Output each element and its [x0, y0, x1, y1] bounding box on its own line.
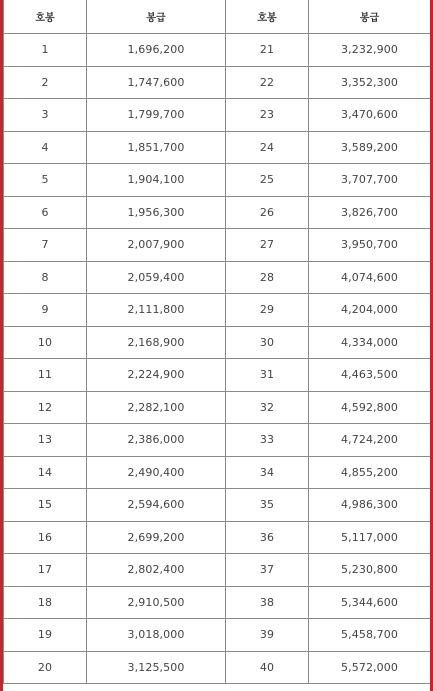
step-right-cell: 34	[226, 456, 309, 489]
step-right-cell: 28	[226, 261, 309, 294]
table-row	[4, 651, 431, 684]
table-row	[4, 34, 431, 67]
step-left-cell: 5	[4, 164, 87, 197]
table-header	[4, 0, 431, 34]
table-row	[4, 131, 431, 164]
table-row	[4, 489, 431, 522]
table-row	[4, 424, 431, 457]
pay-left-cell: 2,111,800	[87, 294, 226, 327]
pay-right-cell: 3,470,600	[309, 99, 431, 132]
header-pay-left: 봉급	[87, 0, 226, 34]
table-row	[4, 619, 431, 652]
header-step-left: 호봉	[4, 0, 87, 34]
pay-right-cell: 4,334,000	[309, 326, 431, 359]
step-left-cell: 13	[4, 424, 87, 457]
step-left-cell: 16	[4, 521, 87, 554]
table-row	[4, 359, 431, 392]
pay-right-cell: 5,117,000	[309, 521, 431, 554]
salary-step-table	[3, 0, 431, 684]
step-left-cell: 12	[4, 391, 87, 424]
step-right-cell: 22	[226, 66, 309, 99]
step-left-cell: 4	[4, 131, 87, 164]
step-left-cell: 7	[4, 229, 87, 262]
step-right-cell: 37	[226, 554, 309, 587]
pay-left-cell: 2,224,900	[87, 359, 226, 392]
pay-right-cell: 5,458,700	[309, 619, 431, 652]
table-row	[4, 66, 431, 99]
pay-right-cell: 3,232,900	[309, 34, 431, 67]
pay-left-cell: 2,168,900	[87, 326, 226, 359]
table-body	[4, 34, 431, 684]
pay-left-cell: 2,282,100	[87, 391, 226, 424]
pay-right-cell: 3,707,700	[309, 164, 431, 197]
step-right-cell: 33	[226, 424, 309, 457]
step-right-cell: 39	[226, 619, 309, 652]
step-left-cell: 1	[4, 34, 87, 67]
step-right-cell: 36	[226, 521, 309, 554]
step-right-cell: 35	[226, 489, 309, 522]
step-left-cell: 10	[4, 326, 87, 359]
pay-right-cell: 4,724,200	[309, 424, 431, 457]
pay-left-cell: 2,802,400	[87, 554, 226, 587]
table-row	[4, 229, 431, 262]
step-right-cell: 32	[226, 391, 309, 424]
step-left-cell: 17	[4, 554, 87, 587]
step-left-cell: 19	[4, 619, 87, 652]
pay-right-cell: 5,344,600	[309, 586, 431, 619]
step-right-cell: 23	[226, 99, 309, 132]
pay-left-cell: 2,007,900	[87, 229, 226, 262]
table-row	[4, 391, 431, 424]
table-row	[4, 99, 431, 132]
pay-left-cell: 1,851,700	[87, 131, 226, 164]
pay-right-cell: 3,950,700	[309, 229, 431, 262]
table-row	[4, 456, 431, 489]
table-row	[4, 521, 431, 554]
step-right-cell: 29	[226, 294, 309, 327]
step-right-cell: 27	[226, 229, 309, 262]
step-left-cell: 3	[4, 99, 87, 132]
step-right-cell: 24	[226, 131, 309, 164]
step-left-cell: 2	[4, 66, 87, 99]
pay-left-cell: 1,956,300	[87, 196, 226, 229]
pay-right-cell: 3,826,700	[309, 196, 431, 229]
step-left-cell: 15	[4, 489, 87, 522]
pay-left-cell: 3,018,000	[87, 619, 226, 652]
pay-right-cell: 5,230,800	[309, 554, 431, 587]
pay-left-cell: 2,910,500	[87, 586, 226, 619]
pay-right-cell: 4,074,600	[309, 261, 431, 294]
step-right-cell: 38	[226, 586, 309, 619]
table-row	[4, 586, 431, 619]
pay-left-cell: 1,799,700	[87, 99, 226, 132]
step-right-cell: 26	[226, 196, 309, 229]
table-row	[4, 164, 431, 197]
pay-right-cell: 4,855,200	[309, 456, 431, 489]
pay-right-cell: 4,204,000	[309, 294, 431, 327]
pay-right-cell: 5,572,000	[309, 651, 431, 684]
pay-left-cell: 2,699,200	[87, 521, 226, 554]
step-left-cell: 9	[4, 294, 87, 327]
table-row	[4, 554, 431, 587]
step-right-cell: 25	[226, 164, 309, 197]
pay-left-cell: 2,490,400	[87, 456, 226, 489]
step-left-cell: 11	[4, 359, 87, 392]
table-row	[4, 326, 431, 359]
pay-left-cell: 2,386,000	[87, 424, 226, 457]
pay-left-cell: 1,696,200	[87, 34, 226, 67]
pay-left-cell: 1,904,100	[87, 164, 226, 197]
step-left-cell: 8	[4, 261, 87, 294]
table-row	[4, 196, 431, 229]
pay-left-cell: 2,059,400	[87, 261, 226, 294]
step-right-cell: 30	[226, 326, 309, 359]
step-left-cell: 20	[4, 651, 87, 684]
pay-left-cell: 3,125,500	[87, 651, 226, 684]
table-row	[4, 261, 431, 294]
step-left-cell: 6	[4, 196, 87, 229]
step-right-cell: 21	[226, 34, 309, 67]
step-right-cell: 31	[226, 359, 309, 392]
step-left-cell: 18	[4, 586, 87, 619]
header-pay-right: 봉급	[309, 0, 431, 34]
pay-right-cell: 4,592,800	[309, 391, 431, 424]
pay-left-cell: 1,747,600	[87, 66, 226, 99]
header-row	[4, 0, 431, 34]
step-right-cell: 40	[226, 651, 309, 684]
pay-right-cell: 3,589,200	[309, 131, 431, 164]
header-step-right: 호봉	[226, 0, 309, 34]
table-row	[4, 294, 431, 327]
pay-right-cell: 4,986,300	[309, 489, 431, 522]
pay-right-cell: 4,463,500	[309, 359, 431, 392]
step-left-cell: 14	[4, 456, 87, 489]
pay-left-cell: 2,594,600	[87, 489, 226, 522]
pay-right-cell: 3,352,300	[309, 66, 431, 99]
